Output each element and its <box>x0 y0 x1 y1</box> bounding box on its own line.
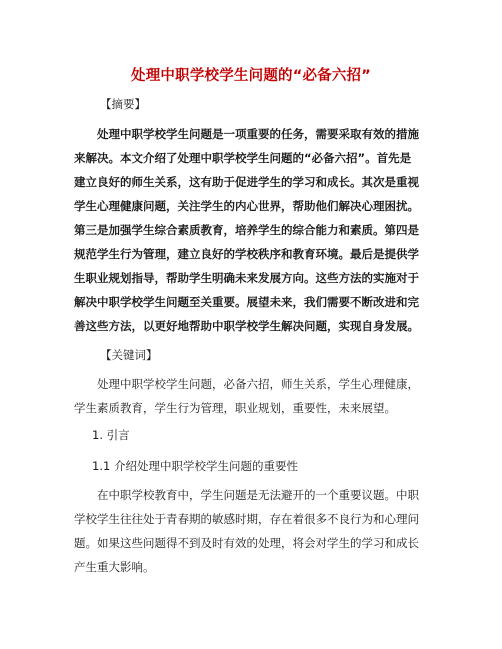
abstract-line: 规范学生行为管理，建立良好的学校秩序和教育环境。最后是提供学 <box>74 247 419 261</box>
intro-line: 在中职学校教育中，学生问题是无法避开的一个重要议题。中职 <box>97 488 419 502</box>
abstract-paragraph <box>74 122 432 338</box>
abstract-line: 建立良好的师生关系，这有助于促进学生的学习和成长。其次是重视 <box>74 175 419 189</box>
intro-line: 产生重大影响。 <box>74 560 155 574</box>
abstract-label: 【摘要】 <box>100 97 146 111</box>
intro-line: 学校学生往往处于青春期的敏感时期，存在着很多不良行为和心理问 <box>74 512 419 526</box>
keywords-label: 【关键词】 <box>100 348 158 362</box>
document-title: 处理中职学校学生问题的“必备六招” <box>131 68 371 84</box>
section-1-heading: 1. 引言 <box>92 428 130 442</box>
abstract-line: 生职业规划指导，帮助学生明确未来发展方向。这些方法的实施对于 <box>74 271 419 285</box>
abstract-line: 解决中职学校学生问题至关重要。展望未来，我们需要不断改进和完 <box>74 295 419 309</box>
intro-line: 题。如果这些问题得不到及时有效的处理，将会对学生的学习和成长 <box>74 536 419 550</box>
abstract-line: 善这些方法，以更好地帮助中职学校学生解决问题，实现自身发展。 <box>74 319 419 333</box>
keywords-line: 学生素质教育，学生行为管理，职业规划，重要性，未来展望。 <box>74 401 396 415</box>
keywords-line: 处理中职学校学生问题，必备六招，师生关系，学生心理健康， <box>97 377 419 391</box>
abstract-line: 学生心理健康问题，关注学生的内心世界，帮助他们解决心理困扰。 <box>74 199 419 213</box>
abstract-line: 来解决。本文介绍了处理中职学校学生问题的“必备六招”。首先是 <box>74 151 412 165</box>
abstract-line: 第三是加强学生综合素质教育，培养学生的综合能力和素质。第四是 <box>74 223 419 237</box>
abstract-line: 处理中职学校学生问题是一项重要的任务，需要采取有效的措施 <box>97 127 419 141</box>
section-1-1-heading: 1.1 介绍处理中职学校学生问题的重要性 <box>92 459 298 473</box>
intro-paragraph <box>74 483 432 579</box>
keywords-paragraph <box>74 372 432 420</box>
